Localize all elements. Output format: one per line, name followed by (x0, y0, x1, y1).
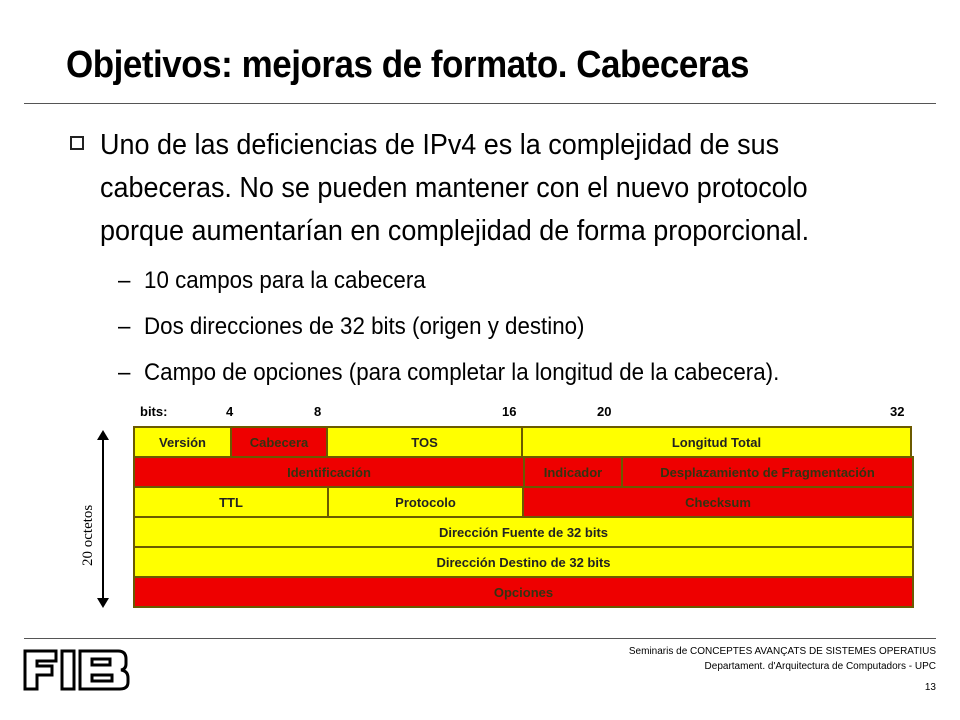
header-field-identification: Identificación (133, 456, 525, 488)
bits-scale (0, 404, 960, 422)
header-field-checksum: Checksum (522, 486, 914, 518)
title-divider (24, 103, 936, 104)
header-field-ihl: Cabecera (230, 426, 328, 458)
header-field-options: Opciones (133, 576, 914, 608)
header-field-version: Versión (133, 426, 232, 458)
fib-logo (22, 648, 132, 692)
header-row (133, 486, 912, 516)
main-bullet-text: Uno de las deficiencias de IPv4 es la complejidad de sus cabeceras. No se pueden mantener con el nuevo protocolo porque aumentarían en complejidad de forma proporcional. (100, 129, 810, 247)
bits-label: bits: (140, 404, 168, 419)
header-field-source-address: Dirección Fuente de 32 bits (133, 516, 914, 548)
bit-mark: 32 (890, 404, 905, 419)
header-field-destination-address: Dirección Destino de 32 bits (133, 546, 914, 578)
footer-divider (24, 638, 936, 639)
header-field-fragment-offset: Desplazamiento de Fragmentación (621, 456, 914, 488)
ipv4-header-diagram (133, 426, 912, 606)
arrow-down-icon (97, 598, 109, 608)
header-row (133, 456, 912, 486)
footer-course: Seminaris de CONCEPTES AVANÇATS DE SISTEMES OPERATIUS (628, 646, 936, 657)
footer-department: Departament. d'Arquitectura de Computadors - UPC (704, 661, 936, 672)
bit-mark: 8 (314, 404, 322, 419)
bit-mark: 4 (226, 404, 234, 419)
bit-mark: 16 (502, 404, 517, 419)
header-row (133, 576, 912, 606)
sub-bullet (118, 313, 584, 341)
sub-bullet (118, 359, 779, 387)
header-field-tos: TOS (326, 426, 523, 458)
sub-bullet-text: Dos direcciones de 32 bits (origen y destino) (144, 313, 585, 340)
octets-label: 20 octetos (80, 504, 96, 566)
sub-bullet-text: Campo de opciones (para completar la longitud de la cabecera). (144, 359, 780, 386)
page-number: 13 (924, 682, 936, 693)
slide-title: Objetivos: mejoras de formato. Cabeceras (66, 44, 749, 86)
sub-bullet (118, 267, 426, 295)
dash-marker: – (118, 313, 131, 340)
header-row (133, 516, 912, 546)
square-bullet-icon (70, 136, 84, 150)
dash-marker: – (118, 359, 131, 386)
sub-bullet-text: 10 campos para la cabecera (144, 267, 426, 294)
octets-arrow-line (102, 434, 104, 602)
header-row (133, 546, 912, 576)
header-row (133, 426, 912, 456)
bit-mark: 20 (597, 404, 612, 419)
header-field-total-length: Longitud Total (521, 426, 912, 458)
header-field-flags: Indicador (523, 456, 623, 488)
header-field-protocol: Protocolo (327, 486, 524, 518)
dash-marker: – (118, 267, 131, 294)
header-field-ttl: TTL (133, 486, 329, 518)
